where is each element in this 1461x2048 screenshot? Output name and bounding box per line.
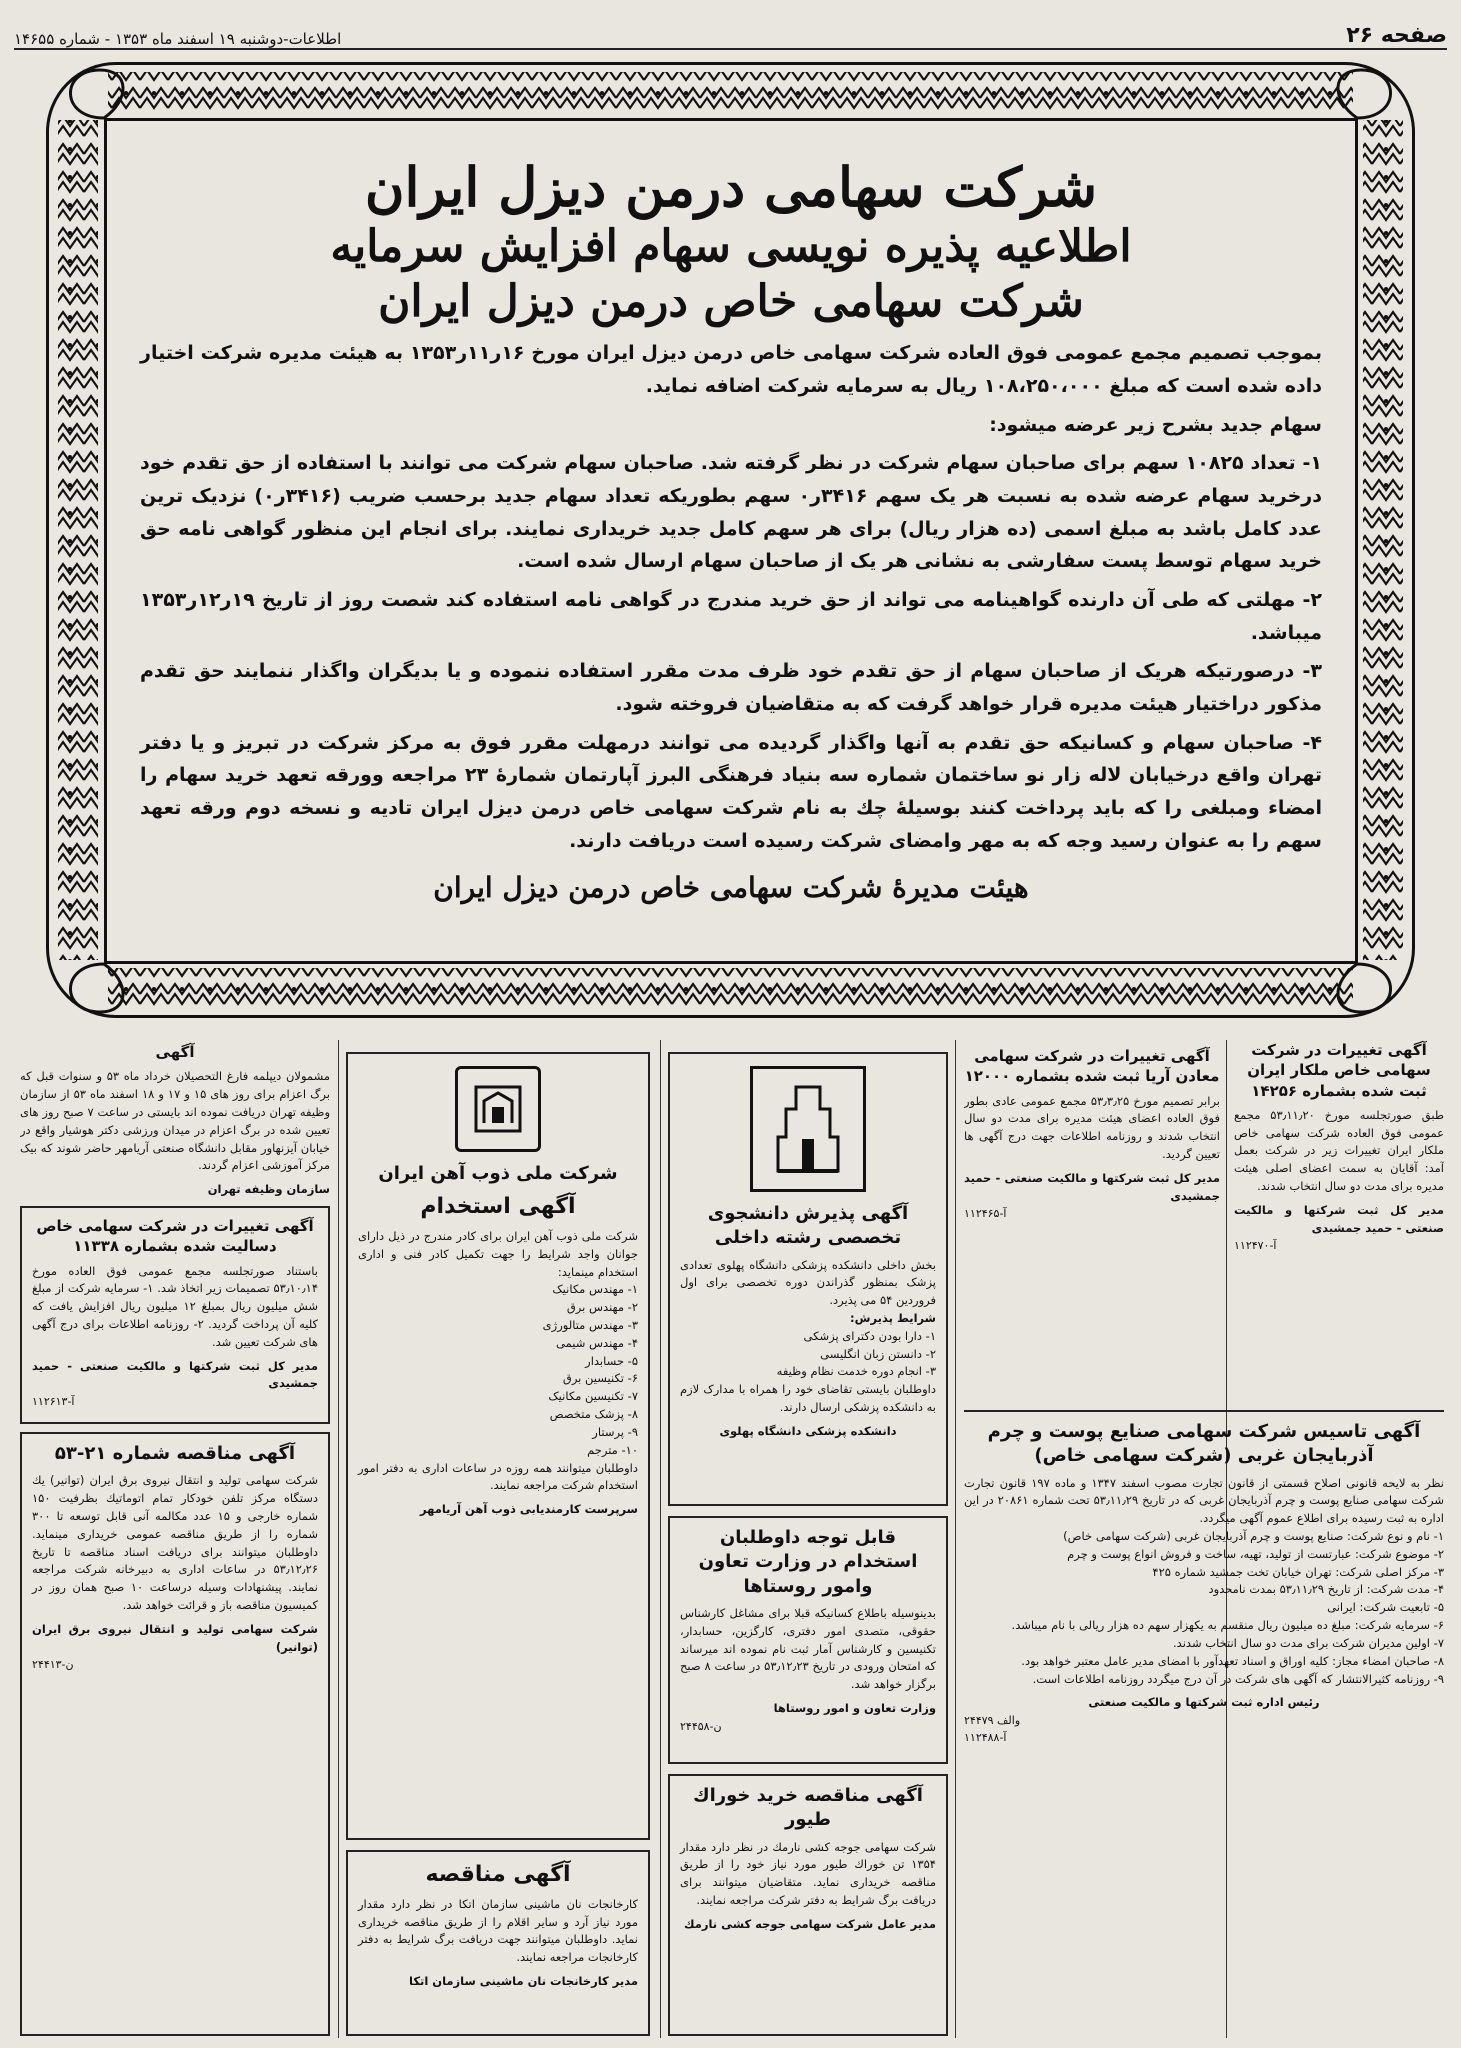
ad-body: باستناد صورتجلسه مجمع عمومی فوق العاده مورخ ۵۳٫۱۰٫۱۴ تصمیمات زیر اتخاذ شد. ۱- سرمایه شرکت از مبلغ شش میلیون ریال بمبلغ ۱۲ میلیون ریال افزایش یافت که کلیه آن پرداخت گردید. ۲- روزنامه اطلاعات برای درج آگهی های شرکت تعیین شد. bbox=[32, 1263, 318, 1349]
list-item: ۹- پرستار bbox=[592, 1424, 638, 1439]
ad-signature: سازمان وظیفه تهران bbox=[207, 1182, 330, 1197]
announcement-item-1: ۱- تعداد ۱۰۸۲۵ سهم برای صاحبان سهام شرکت در نظر گرفته شد. صاحبان سهام شرکت می توانند با استفاده از حق تقدم خود درخرید سهام عرضه شده به نسبت هر یک سهم ۳۴۱۶ر۰ سهم بطوریکه تعداد سهام جدید برحسب ضریب (۳۴۱۶ر۰) نزدیک ترین عدد کامل باشد به مبلغ اسمی (ده هزار ریال) برای هر سهم کامل جدید خریداری نمایند. برای انجام این منظور گواهی نامه حق خرید سهام توسط پست سفارشی به نشانی هر یک از صاحبان سهام ارسال شده است. bbox=[140, 452, 1322, 573]
list-item: ۱- نام و نوع شرکت: صنایع پوست و چرم آذربایجان غربی (شرکت سهامی خاص) bbox=[1063, 1529, 1444, 1544]
list-item: ۱- دارا بودن دکترای پزشکی bbox=[803, 1328, 936, 1343]
list-item: ۴- مدت شرکت: از تاریخ ۵۳٫۱۱٫۲۹ بمدت نامحدود bbox=[1208, 1582, 1444, 1597]
ad-reference-number: ن-۲۴۴۱۳ bbox=[32, 1658, 74, 1672]
ad-signature: شرکت سهامی تولید و انتقال نیروی برق ایران (توانیر) bbox=[32, 1621, 318, 1654]
ad-draft-notice bbox=[20, 1042, 330, 1202]
ad-signature: مدیر کل ثبت شرکتها و مالکیت صنعتی - حمید جمشیدی bbox=[1234, 1202, 1444, 1235]
list-item: ۵- تابعیت شرکت: ایرانی bbox=[1327, 1600, 1444, 1615]
ad-body: کارخانجات نان ماشینی سازمان اتکا در نظر دارد مقدار مورد نیاز آرد و سایر اقلام را از طریق مناقصه خریداری نماید. داوطلبان میتوانند جهت دریافت برگ شرایط به دفتر کارخانجات مراجعه نمایند. bbox=[358, 1896, 638, 1965]
steel-company-logo-icon bbox=[455, 1066, 541, 1152]
ad-body: طبق صورتجلسه مورخ ۵۳٫۱۱٫۲۰ مجمع عمومی فوق العاده شرکت سهامی خاص ملکار ایران تغییرات زیر در شرکت بعمل آمد: آقایان به سمت اعضای اصلی هیئت مدیره برای مدت دو سال انتخاب شدند. bbox=[1234, 1107, 1444, 1193]
announcement-lead: سهام جدید بشرح زیر عرضه میشود: bbox=[989, 413, 1322, 436]
ad-signature: دانشکده پزشکی دانشگاه پهلوی bbox=[719, 1423, 897, 1438]
ad-title: آگهی تغییرات در شرکت سهامی معادن آریا ثبت شده بشماره ۱۲۰۰۰ bbox=[964, 1047, 1220, 1086]
list-item: ۸- صاحبان امضاء مجاز: کلیه اوراق و اسناد تعهدآور با امضای مدیر عامل معتبر خواهد بود. bbox=[1021, 1653, 1444, 1668]
ad-signature: وزارت تعاون و امور روستاها bbox=[773, 1700, 936, 1715]
list-item: ۵- حسابدار bbox=[585, 1353, 638, 1368]
pahlavi-university-logo-icon bbox=[750, 1066, 866, 1192]
ad-title: آگهی تاسیس شرکت سهامی صنایع پوست و چرم آذربایجان غربی (شرکت سهامی خاص) bbox=[987, 1421, 1421, 1467]
ad-note: داوطلبان میتوانند همه روزه در ساعات اداری به دفتر امور استخدام شرکت مراجعه نمایند. bbox=[358, 1460, 638, 1493]
ad-signature: رئیس اداره ثبت شرکتها و مالکیت صنعتی bbox=[1088, 1695, 1320, 1710]
ad-body: نظر به لایحه قانونی اصلاح قسمتی از قانون تجارت مصوب اسفند ۱۳۴۷ و ماده ۱۹۷ قانون تجارت شرکت سهامی صنایع پوست و چرم آذربایجان غربی که در تاریخ ۵۳٫۱۱٫۲۹ تحت شماره ۲۰۸۶۱ در این اداره به ثبت رسیده برای اطلاع عموم آگهی میگردد. bbox=[964, 1475, 1444, 1526]
ad-tender-21-53 bbox=[20, 1432, 330, 2036]
issue-info: اطلاعات-دوشنبه ۱۹ اسفند ماه ۱۳۵۳ - شماره ۱۴۶۵۵ bbox=[14, 30, 342, 48]
ad-body: بخش داخلی دانشکده پزشکی دانشگاه پهلوی تعدادی پزشک بمنظور گذراندن دوره تخصصی برای اول فروردین ۵۴ می پذیرد. bbox=[680, 1257, 936, 1308]
ad-title: آگهی تغییرات در شرکت سهامی خاص ملکار ایران ثبت شده بشماره ۱۴۲۵۶ bbox=[1247, 1041, 1431, 1100]
ad-title: قابل توجه داوطلبان استخدام در وزارت تعاون وامور روستاها bbox=[698, 1527, 918, 1597]
ad-reference-number: آ-۱۱۲۴۶۵ bbox=[964, 1207, 1007, 1221]
column-rule bbox=[660, 1040, 661, 2038]
ad-company-changes-1 bbox=[20, 1206, 330, 1424]
list-item: ۴- مهندس شیمی bbox=[556, 1335, 638, 1350]
list-item: ۷- تکنیسین مکانیک bbox=[548, 1389, 638, 1404]
ad-tender-poultry-feed bbox=[668, 1774, 948, 2036]
ad-signature: مدیر کل ثبت شرکتها و مالکیت صنعتی - حمید جمشیدی bbox=[32, 1358, 318, 1391]
announcement-item-4: ۴- صاحبان سهام و کسانیکه حق تقدم به آنها واگذار گردیده می توانند درمهلت مقرر فوق به مرکز شرکت در تبریز و یا دفتر تهران واقع درخیابان لاله زار نو ساختمان شماره سه بنیاد فرهنگی البرز آپارتمان شمارهٔ ۲۳ مراجعه وورقه تعهد خرید سهام را امضاء ومبلغی را که باید پرداخت کنند بوسیلهٔ چك به نام شرکت سهامی خاص درمن دیزل ایران تادیه و نسخه دوم ورقه تعهد سهم را به عنوان رسید وجه که به مهر وامضای شرکت رسیده است دریافت دارند. bbox=[140, 731, 1322, 852]
ad-title: آگهی استخدام bbox=[420, 1194, 576, 1220]
ad-body: شرکت سهامی جوجه کشی نارمك در نظر دارد مقدار ۱۳۵۴ تن خوراك طیور مورد نیاز خود را از طریق مناقصه خریداری نماید. متقاضیان میتوانند برای دریافت برگ شرایط به دفتر شرکت مراجعه نمایند. bbox=[680, 1839, 936, 1908]
ad-ministry-applicants bbox=[668, 1516, 948, 1764]
ad-signature: مدیر عامل شرکت سهامی جوجه کشی نارمك bbox=[684, 1916, 936, 1931]
list-item: ۲- مهندس برق bbox=[566, 1300, 638, 1315]
ad-employment-steel bbox=[346, 1052, 650, 1840]
ad-title: آگهی bbox=[155, 1043, 195, 1061]
ad-reference-number: آ-۱۱۲۴۸۸ bbox=[964, 1731, 1007, 1745]
ad-body: مشمولان دیپلمه فارغ التحصیلان خرداد ماه ۵۳ و سنوات قبل که برگ اعزام برای روز های ۱۵ و ۱۷ و ۱۸ اسفند ماه ۵۳ از سازمان وظیفه تهران دریافت نموده اند بایستی در ساعت ۷ صبح روز های تعیین شده در برگ اعزام در میدان ورزشی دکتر هوشیار واقع در خیابان آیزنهاور مقابل دانشگاه صنعتی آریامهر حاضر شوند که بیک مرکز آموزشی اعزام گردند. bbox=[20, 1069, 330, 1173]
announcement-item-3: ۳- درصورتیکه هریک از صاحبان سهام از حق تقدم خود ظرف مدت مقرر استفاده ننموده و یا بدیگران واگذار ننمایند حق تقدم مذکور دراختیار هیئت مدیره قرار خواهد گرفت که به متقاضیان فروخته شود. bbox=[140, 660, 1322, 715]
main-announcement bbox=[118, 150, 1344, 950]
list-item: ۲- موضوع شرکت: عبارتست از تولید، تهیه، ساخت و فروش انواع پوست و چرم bbox=[1067, 1546, 1444, 1561]
ad-body: شرکت سهامی تولید و انتقال نیروی برق ایران (توانیر) یك دستگاه مرکز تلفن خودکار تمام اتوماتیك بظرفیت ۱۵۰ شماره خارجی و ۱۵ عدد مکالمه آنی قابل توسعه تا ۳۰۰ شماره را از طریق مناقصه عمومی خریداری مینماید. داوطلبان میتوانند برای دریافت اسناد مناقصه تا تاریخ ۵۳٫۱۲٫۲۶ در ساعات اداری به دبیرخانه شرکت مراجعه نمایند. پیشنهادات وسیله درساعت ۱۰ صبح همان روز در کمیسیون مناقصه باز و قرائت خواهد شد. bbox=[32, 1473, 318, 1612]
job-list bbox=[358, 1281, 638, 1459]
ad-note: داوطلبان بایستی تقاضای خود را همراه با مدارک لازم به دانشکده پزشکی ارسال دارند. bbox=[680, 1382, 936, 1415]
ad-company-name: شرکت ملی ذوب آهن ایران bbox=[378, 1163, 618, 1184]
ad-reference-number: آ-۱۱۲۴۷۰ bbox=[1234, 1239, 1277, 1253]
ad-reference-number: والف ۲۴۴۷۹ bbox=[964, 1714, 1021, 1728]
ad-university-admission bbox=[668, 1052, 948, 1506]
list-item: ۹- روزنامه کثیرالانتشار که آگهی های شرکت در آن درج میگردد روزنامه اطلاعات است. bbox=[1032, 1671, 1444, 1686]
announcement-subtitle-2: شرکت سهامی خاص درمن دیزل ایران bbox=[378, 275, 1084, 327]
ad-company-changes-aria bbox=[964, 1046, 1220, 1400]
page-number: صفحه ۲۶ bbox=[1346, 23, 1447, 48]
ad-body: شرکت ملی ذوب آهن ایران برای کادر مندرج در ذیل دارای جوانان واجد شرایط را جهت تکمیل کادر فنی و اداری استخدام مینماید: bbox=[358, 1228, 638, 1279]
ad-title: آگهی مناقصه bbox=[425, 1862, 571, 1887]
ad-signature: مدیر کل ثبت شرکتها و مالکیت صنعتی - حمید جمشیدی bbox=[964, 1170, 1220, 1203]
founding-items-list bbox=[964, 1528, 1444, 1688]
list-item: ۸- پزشک متخصص bbox=[549, 1407, 638, 1422]
ad-signature: سرپرست کارمندیابی ذوب آهن آریامهر bbox=[419, 1502, 638, 1517]
list-item: ۳- انجام دوره خدمت نظام وظیفه bbox=[776, 1364, 936, 1379]
conditions-list bbox=[680, 1328, 936, 1381]
announcement-subtitle: اطلاعیه پذیره نویسی سهام افزایش سرمایه bbox=[330, 221, 1132, 273]
list-item: ۶- تکنیسین برق bbox=[562, 1371, 638, 1386]
ad-signature: مدیر کارخانجات نان ماشینی سازمان اتکا bbox=[409, 1973, 638, 1988]
ad-company-changes-melkar bbox=[1234, 1040, 1444, 1400]
ad-body: برابر تصمیم مورخ ۵۳٫۳٫۲۵ مجمع عمومی عادی بطور فوق العاده اعضای هیئت مدیره برای مدت دو سال انتخاب شدند و روزنامه اطلاعات جهت درج آگهی ها تعیین گردید. bbox=[964, 1093, 1220, 1161]
column-rule bbox=[955, 1040, 956, 2038]
ad-tender-bread bbox=[346, 1850, 650, 2036]
ad-title: آگهی مناقصه خرید خوراك طیور bbox=[693, 1785, 923, 1831]
announcement-item-2: ۲- مهلتی که طی آن دارنده گواهینامه می تواند از حق خرید مندرج در گواهی نامه استفاده کند شصت روز از تاریخ ۱۹ر۱۲ر۱۳۵۳ میباشد. bbox=[140, 588, 1322, 644]
column-rule bbox=[338, 1040, 339, 2038]
ad-conditions-title: شرایط پذیرش: bbox=[850, 1311, 936, 1326]
list-item: ۷- اولین مدیران شرکت برای مدت دو سال انتخاب شدند. bbox=[1173, 1635, 1444, 1650]
ad-title: آگهی تغییرات در شرکت سهامی خاص دسالیت شده بشماره ۱۱۳۳۸ bbox=[36, 1217, 314, 1256]
ad-title: آگهی مناقصه شماره ۲۱-۵۳ bbox=[54, 1443, 296, 1464]
ad-reference-number: ن-۲۴۴۵۸ bbox=[680, 1719, 722, 1733]
list-item: ۱۰- مترجم bbox=[587, 1442, 638, 1457]
list-item: ۱- مهندس مکانیک bbox=[552, 1282, 638, 1297]
list-item: ۶- سرمایه شرکت: مبلغ ده میلیون ریال منقسم به یکهزار سهم ده هزار ریالی با نام میباشد. bbox=[1011, 1618, 1444, 1633]
list-item: ۳- مهندس متالورژی bbox=[542, 1318, 638, 1333]
list-item: ۲- دانستن زبان انگلیسی bbox=[820, 1346, 936, 1361]
list-item: ۳- مرکز اصلی شرکت: تهران خیابان تخت جمشید شماره ۴۲۵ bbox=[1152, 1564, 1444, 1579]
announcement-intro: بموجب تصمیم مجمع عمومی فوق العاده شرکت سهامی خاص درمن دیزل ایران مورخ ۱۶ر۱۱ر۱۳۵۳ به هیئت مدیره شرکت اختیار داده شده است که مبلغ ۱۰۸،۲۵۰،۰۰۰ ریال به سرمایه شرکت اضافه نماید. bbox=[140, 342, 1323, 397]
ad-reference-number: آ-۱۱۲۶۱۳ bbox=[32, 1395, 75, 1409]
announcement-title: شرکت سهامی درمن دیزل ایران bbox=[364, 155, 1098, 219]
ad-body: بدینوسیله باطلاع کسانیکه قبلا برای مشاغل کارشناس حقوقی، متصدی امور دفتری، کارگزین، حسابدار، تکنیسین و کارشناس آمار ثبت نام نموده اند میرساند که امتحان ورودی در تاریخ ۵۳٫۱۲٫۲۳ در ساعت ۸ صبح برگزار خواهد شد. bbox=[680, 1605, 936, 1692]
announcement-signature: هیئت مدیرهٔ شرکت سهامی خاص درمن دیزل ایران bbox=[433, 871, 1029, 905]
ad-title: آگهی پذیرش دانشجوی تخصصی رشته داخلی bbox=[707, 1203, 909, 1249]
ad-company-founding-leather bbox=[964, 1410, 1444, 2036]
